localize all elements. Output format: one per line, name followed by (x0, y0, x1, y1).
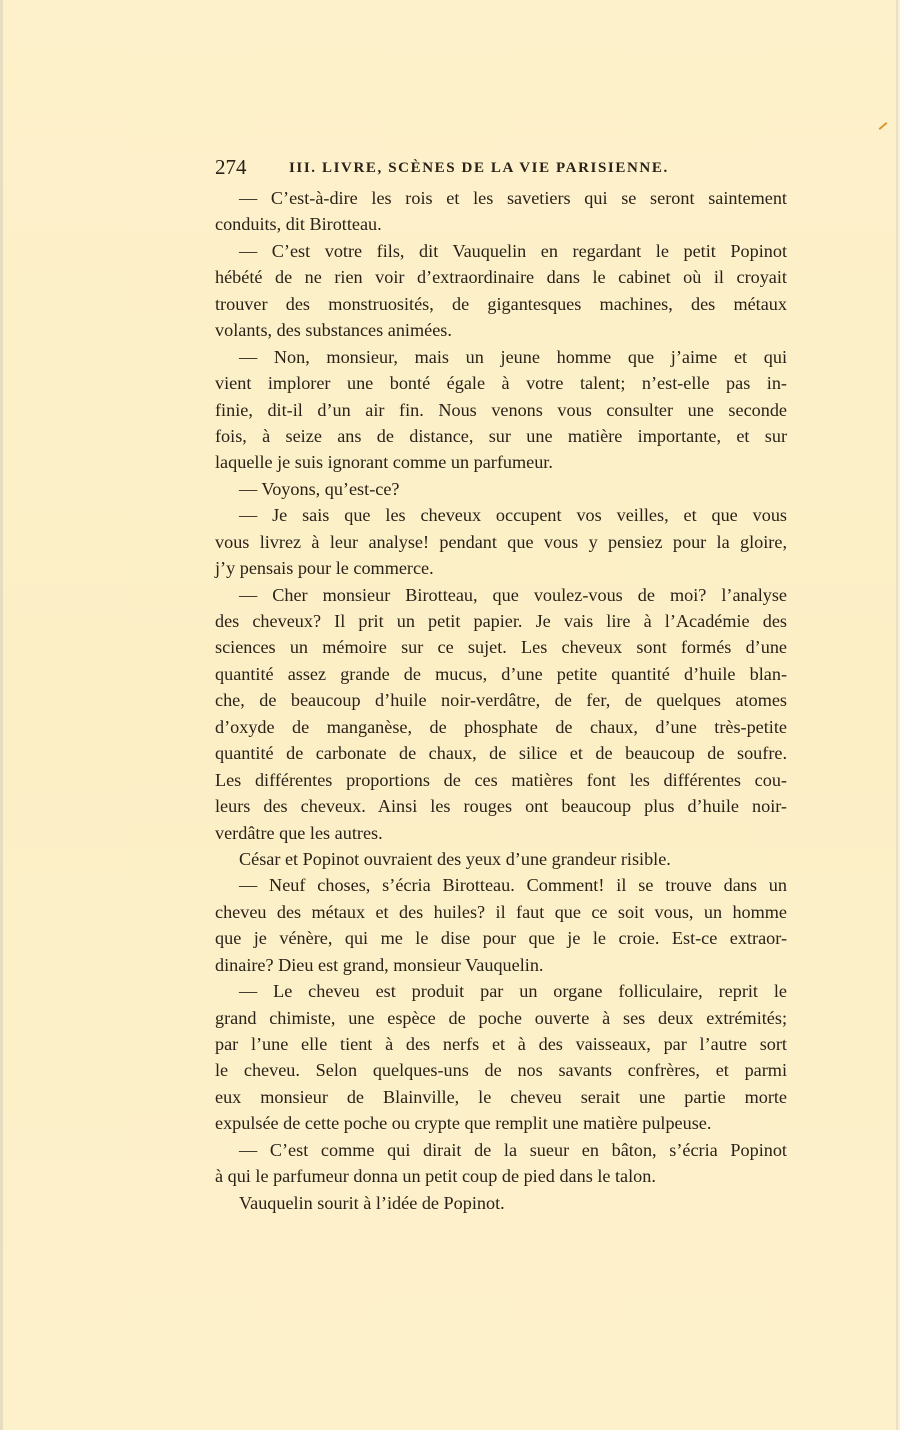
text-line: j’y pensais pour le commerce. (215, 558, 434, 579)
text-line: vous livrez à leur analyse! pendant que vous y pensiez pour la gloire, (215, 531, 787, 552)
text-line: trouver des monstruosités, de gigantesques machines, des métaux (215, 293, 787, 314)
text-line: — Cher monsieur Birotteau, que voulez-vous de moi? l’analyse (239, 584, 787, 605)
text-line: quantité assez grande de mucus, d’une petite quantité d’huile blan- (215, 663, 787, 684)
body-text (215, 185, 787, 1216)
text-line: expulsée de cette poche ou crypte que remplit une matière pulpeuse. (215, 1113, 712, 1134)
text-line: grand chimiste, une espèce de poche ouverte à ses deux extrémités; (215, 1007, 787, 1028)
text-line: Vauquelin sourit à l’idée de Popinot. (239, 1192, 505, 1213)
text-line: d’oxyde de manganèse, de phosphate de chaux, d’une très-petite (215, 716, 787, 737)
text-line: César et Popinot ouvraient des yeux d’une grandeur risible. (239, 848, 671, 869)
text-line: cheveu des métaux et des huiles? il faut que ce soit vous, un homme (215, 901, 787, 922)
text-line: — C’est-à-dire les rois et les savetiers qui se seront saintement (239, 188, 787, 208)
text-line: — C’est comme qui dirait de la sueur en bâton, s’écria Popinot (239, 1139, 787, 1160)
text-line: fois, à seize ans de distance, sur une matière importante, et sur (215, 425, 787, 446)
text-line: — Neuf choses, s’écria Birotteau. Comment! il se trouve dans un (239, 875, 787, 896)
text-line: che, de beaucoup d’huile noir-verdâtre, de fer, de quelques atomes (215, 690, 787, 711)
text-line: à qui le parfumeur donna un petit coup de pied dans le talon. (215, 1166, 656, 1187)
text-line: conduits, dit Birotteau. (215, 214, 382, 235)
page-number: 274 (215, 155, 247, 179)
text-line: vient implorer une bonté égale à votre talent; n’est-elle pas in- (215, 373, 787, 394)
text-line: — Je sais que les cheveux occupent vos veilles, et que vous (239, 505, 787, 526)
text-line: hébété de ne rien voir d’extraordinaire dans le cabinet où il croyait (215, 267, 787, 288)
text-line: des cheveux? Il prit un petit papier. Je vais lire à l’Académie des (215, 611, 787, 631)
running-title: III. LIVRE, SCÈNES DE LA VIE PARISIENNE. (289, 160, 669, 176)
text-line: — C’est votre fils, dit Vauquelin en regardant le petit Popinot (239, 240, 787, 261)
text-line: que je vénère, qui me le dise pour que je le croie. Est-ce extraor- (215, 928, 787, 949)
text-line: quantité de carbonate de chaux, de silice et de beaucoup de soufre. (215, 743, 787, 764)
text-line: dinaire? Dieu est grand, monsieur Vauquelin. (215, 954, 544, 975)
text-line: sciences un mémoire sur ce sujet. Les cheveux sont formés d’une (215, 637, 787, 658)
paper-blemish (879, 122, 888, 130)
text-line: finie, dit-il d’un air fin. Nous venons vous consulter une seconde (215, 399, 787, 420)
text-line: Les différentes proportions de ces matières font les différentes cou- (215, 769, 787, 790)
text-line: leurs des cheveux. Ainsi les rouges ont beaucoup plus d’huile noir- (215, 796, 787, 817)
text-line: par l’une elle tient à des nerfs et à des vaisseaux, par l’autre sort (215, 1034, 787, 1054)
page-edge (0, 0, 3, 1430)
text-line: laquelle je suis ignorant comme un parfumeur. (215, 452, 553, 473)
page-header (215, 154, 790, 180)
text-line: verdâtre que les autres. (215, 822, 383, 843)
text-line: — Le cheveu est produit par un organe folliculaire, reprit le (239, 981, 787, 1002)
text-line: volants, des substances animées. (215, 320, 452, 341)
text-line: — Non, monsieur, mais un jeune homme que j’aime et qui (239, 346, 787, 367)
text-line: eux monsieur de Blainville, le cheveu serait une partie morte (215, 1086, 787, 1107)
text-line: — Voyons, qu’est-ce? (239, 478, 400, 499)
text-line: le cheveu. Selon quelques-uns de nos savants confrères, et parmi (215, 1060, 787, 1081)
